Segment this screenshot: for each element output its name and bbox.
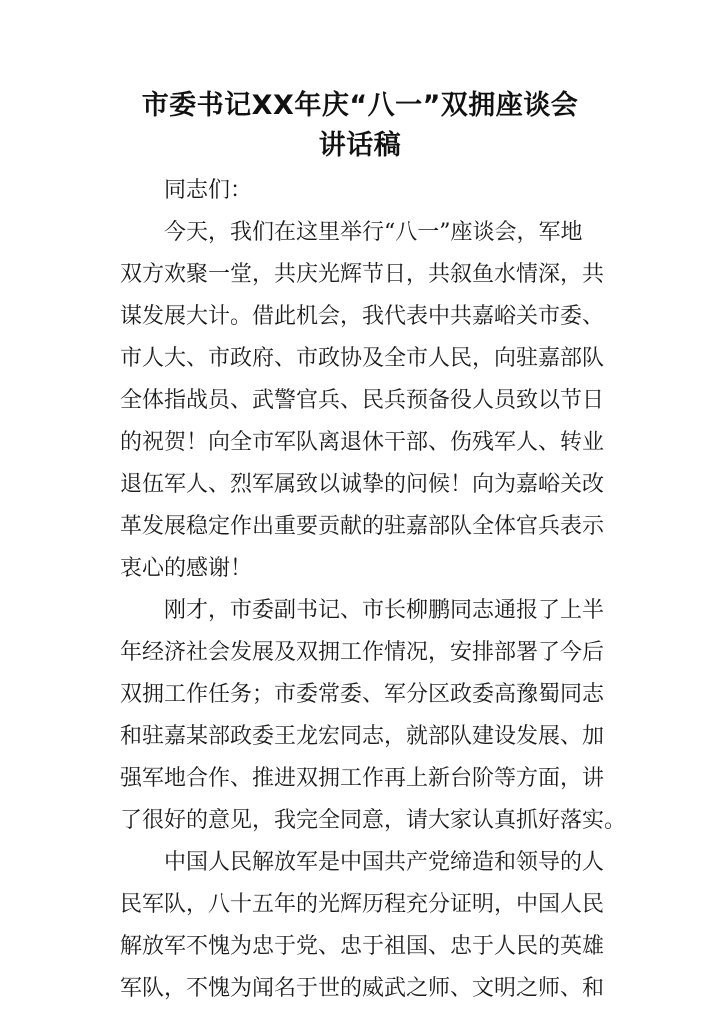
body-line: 强军地合作、推进双拥工作再上新台阶等方面，讲 <box>120 766 605 791</box>
body-line: 年经济社会发展及双拥工作情况，安排部署了今后 <box>120 640 605 665</box>
body-line: 中国人民解放军是中国共产党缔造和领导的人 <box>120 850 605 875</box>
document-title-line-2: 讲话稿 <box>318 130 402 161</box>
body-line: 今天，我们在这里举行“八一”座谈会，军地 <box>120 220 583 245</box>
body-line: 刚才，市委副书记、市长柳鹏同志通报了上半 <box>120 598 605 623</box>
body-line: 全体指战员、武警官兵、民兵预备役人员致以节日 <box>120 388 605 413</box>
body-line: 谋发展大计。借此机会，我代表中共嘉峪关市委、 <box>120 304 605 329</box>
body-line: 市人大、市政府、市政协及全市人民，向驻嘉部队 <box>120 346 605 371</box>
body-line: 革发展稳定作出重要贡献的驻嘉部队全体官兵表示 <box>120 514 605 539</box>
body-line: 军队，不愧为闻名于世的威武之师、文明之师、和 <box>120 976 605 1001</box>
body-line: 双方欢聚一堂，共庆光辉节日，共叙鱼水情深，共 <box>120 262 605 287</box>
document-title-line-1: 市委书记XX年庆“八一”双拥座谈会 <box>141 90 579 121</box>
body-line: 的祝贺！向全市军队离退休干部、伤残军人、转业 <box>120 430 605 455</box>
body-line: 衷心的感谢！ <box>120 556 253 581</box>
body-line: 退伍军人、烈军属致以诚挚的问候！向为嘉峪关改 <box>120 472 605 497</box>
body-line: 同志们： <box>120 178 253 203</box>
body-line: 和驻嘉某部政委王龙宏同志，就部队建设发展、加 <box>120 724 605 749</box>
body-line: 双拥工作任务；市委常委、军分区政委高豫蜀同志 <box>120 682 605 707</box>
body-line: 了很好的意见，我完全同意，请大家认真抓好落实。 <box>120 808 627 833</box>
body-line: 解放军不愧为忠于党、忠于祖国、忠于人民的英雄 <box>120 934 605 959</box>
body-line: 民军队，八十五年的光辉历程充分证明，中国人民 <box>120 892 605 917</box>
